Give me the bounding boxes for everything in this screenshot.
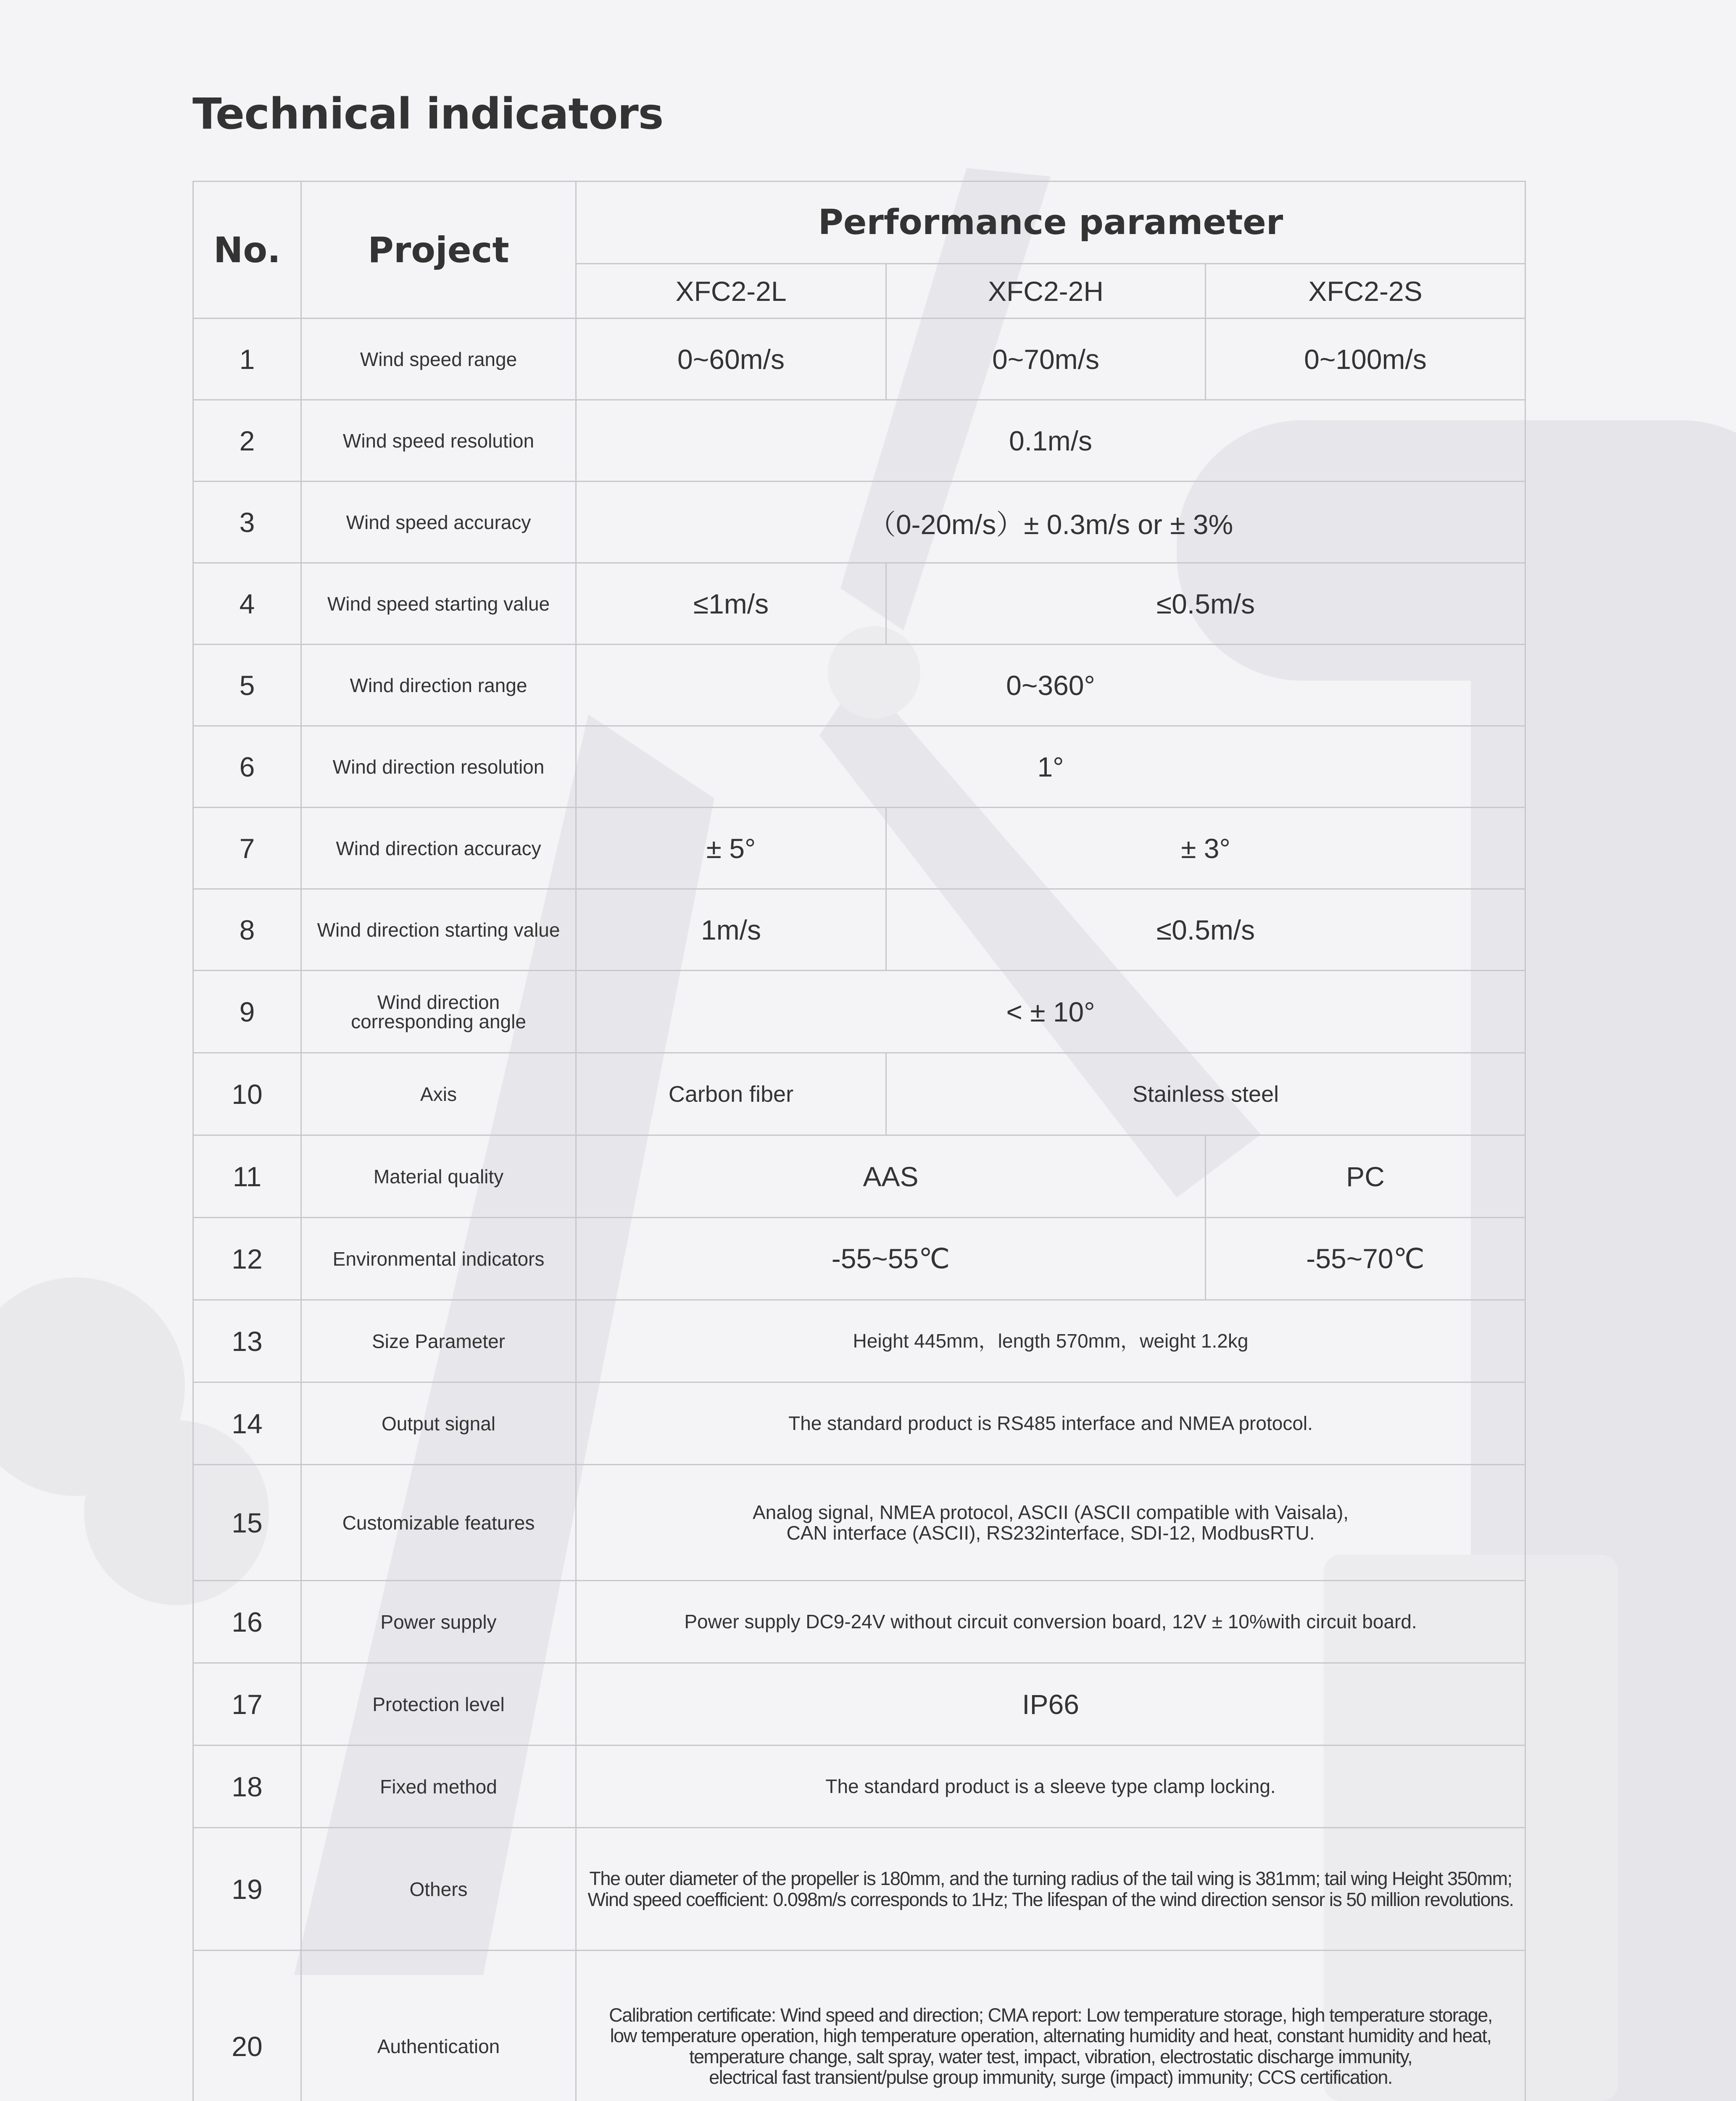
table-row [193,1951,1525,2101]
row-value: The standard product is a sleeve type clamp locking. [576,1746,1525,1828]
row-value: 0~70m/s [886,319,1206,400]
row-value: 1° [576,726,1525,808]
row-project: Environmental indicators [301,1218,576,1300]
row-value: The outer diameter of the propeller is 180mm, and the turning radius of the tail wing is 381mm; tail wing Height 350mm; Wind speed coefficient: 0.098m/s corresponds to 1Hz; The lifespan of the wind direction sensor is 50 million revolutions. [576,1828,1525,1951]
row-number: 13 [193,1300,301,1382]
row-value: 0.1m/s [576,400,1525,482]
row-number: 20 [193,1951,301,2101]
row-project: Authentication [301,1951,576,2101]
row-project: Wind speed range [301,319,576,400]
header-row [193,182,1525,264]
table-row [193,808,1525,889]
row-project: Output signal [301,1382,576,1465]
row-number: 14 [193,1382,301,1465]
row-number: 9 [193,971,301,1053]
row-project: Customizable features [301,1465,576,1581]
row-value: AAS [576,1135,1206,1218]
row-number: 16 [193,1581,301,1663]
model-xfc2-2l: XFC2-2L [576,264,886,319]
row-number: 19 [193,1828,301,1951]
row-value: （0-20m/s）± 0.3m/s or ± 3% [576,482,1525,563]
header-performance: Performance parameter [576,182,1525,264]
header-project: Project [301,182,576,319]
row-project: Axis [301,1053,576,1135]
table-row [193,1053,1525,1135]
row-value: 0~60m/s [576,319,886,400]
row-value: ± 3° [886,808,1525,889]
row-number: 5 [193,645,301,726]
row-value: ≤0.5m/s [886,889,1525,971]
row-number: 17 [193,1663,301,1746]
row-number: 12 [193,1218,301,1300]
row-number: 10 [193,1053,301,1135]
table-row [193,1465,1525,1581]
table-row [193,482,1525,563]
model-xfc2-2s: XFC2-2S [1206,264,1525,319]
row-value: Stainless steel [886,1053,1525,1135]
row-value: Height 445mm，length 570mm，weight 1.2kg [576,1300,1525,1382]
row-project: Wind speed accuracy [301,482,576,563]
row-project: Protection level [301,1663,576,1746]
row-project: Wind direction range [301,645,576,726]
table-row [193,1300,1525,1382]
table-row [193,889,1525,971]
table-row [193,563,1525,645]
row-project: Material quality [301,1135,576,1218]
row-value: The standard product is RS485 interface and NMEA protocol. [576,1382,1525,1465]
row-value: 0~360° [576,645,1525,726]
row-number: 11 [193,1135,301,1218]
row-value: ≤1m/s [576,563,886,645]
row-project: Others [301,1828,576,1951]
row-number: 8 [193,889,301,971]
table-row [193,1663,1525,1746]
page-title: Technical indicators [192,89,664,139]
row-value: ± 5° [576,808,886,889]
row-project: Fixed method [301,1746,576,1828]
row-number: 1 [193,319,301,400]
table-row [193,1581,1525,1663]
row-value: 0~100m/s [1206,319,1525,400]
row-value: Carbon fiber [576,1053,886,1135]
header-no: No. [193,182,301,319]
row-number: 15 [193,1465,301,1581]
table-row [193,1746,1525,1828]
table-row [193,319,1525,400]
row-number: 6 [193,726,301,808]
table-row [193,1218,1525,1300]
row-number: 7 [193,808,301,889]
table-row [193,971,1525,1053]
row-value: -55~55℃ [576,1218,1206,1300]
table-row [193,726,1525,808]
table-row [193,1828,1525,1951]
row-value: < ± 10° [576,971,1525,1053]
row-project: Wind direction accuracy [301,808,576,889]
model-xfc2-2h: XFC2-2H [886,264,1206,319]
row-project: Wind speed starting value [301,563,576,645]
row-project: Power supply [301,1581,576,1663]
row-project: Wind direction resolution [301,726,576,808]
row-value: Power supply DC9-24V without circuit conversion board, 12V ± 10%with circuit board. [576,1581,1525,1663]
row-number: 3 [193,482,301,563]
row-value: Calibration certificate: Wind speed and direction; CMA report: Low temperature storage, high temperature storage, low temperature operation, high temperature operation, alternating humidity and heat, constant humidity and heat, temperature change, salt spray, water test, impact, vibration, electrostatic discharge immunity, electrical fast transient/pulse group immunity, surge (impact) immunity; CCS certification. [576,1951,1525,2101]
row-project: Wind direction corresponding angle [301,971,576,1053]
row-project: Size Parameter [301,1300,576,1382]
row-value: IP66 [576,1663,1525,1746]
row-project: Wind speed resolution [301,400,576,482]
row-project: Wind direction starting value [301,889,576,971]
row-number: 4 [193,563,301,645]
row-number: 2 [193,400,301,482]
row-number: 18 [193,1746,301,1828]
table-row [193,1382,1525,1465]
table-row [193,645,1525,726]
table-row [193,1135,1525,1218]
row-value: PC [1206,1135,1525,1218]
table-row [193,400,1525,482]
row-value: 1m/s [576,889,886,971]
row-value: -55~70℃ [1206,1218,1525,1300]
technical-indicators-table [192,181,1526,2101]
row-value: ≤0.5m/s [886,563,1525,645]
row-value: Analog signal, NMEA protocol, ASCII (ASCII compatible with Vaisala), CAN interface (ASCII), RS232interface, SDI-12, ModbusRTU. [576,1465,1525,1581]
